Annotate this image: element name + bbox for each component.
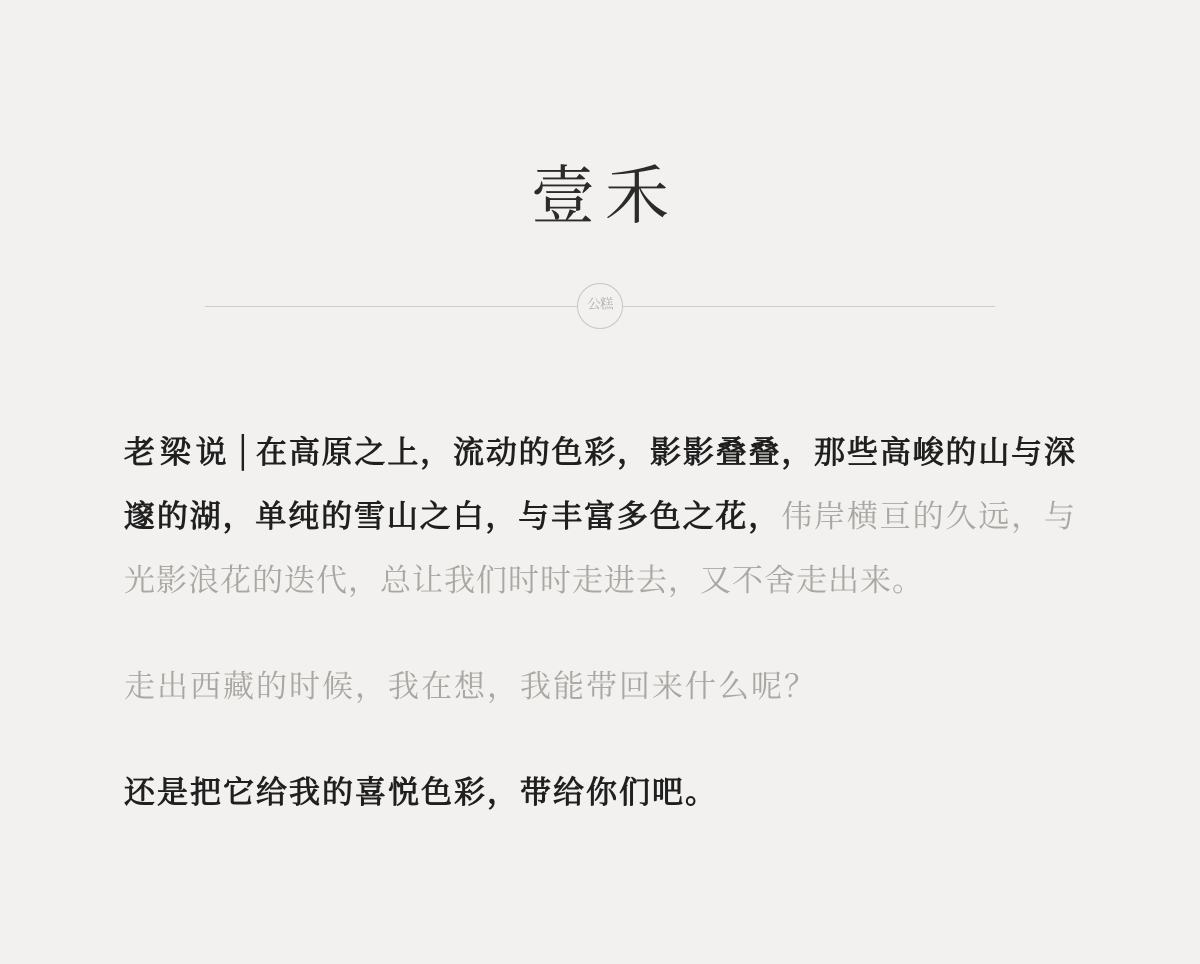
masthead — [0, 0, 1200, 232]
lead-emphasis-text: 在高原之上，流动的色彩，影影叠叠，那些高峻的山与深邃的湖，单纯的雪山之白，与丰富多色之花， — [124, 434, 1076, 535]
seal-stamp-label: 公糕 — [587, 298, 613, 313]
paragraph-question: 走出西藏的时候，我在想，我能带回来什么呢？ — [124, 668, 817, 705]
lead-rest-text: 伟岸横亘的久远，与光影浪花的迭代，总让我们时时走进去，又不舍走出来。 — [124, 498, 1076, 599]
lead-separator: │ — [233, 434, 254, 471]
section-divider — [205, 283, 995, 329]
article-body — [124, 329, 1076, 825]
page-title: 壹禾 — [531, 160, 679, 232]
lead-label: 老梁说 — [124, 434, 232, 471]
paragraph-lead — [124, 421, 1076, 613]
paragraph-closing: 还是把它给我的喜悦色彩，带给你们吧。 — [124, 774, 718, 811]
seal-stamp-icon — [577, 283, 623, 329]
